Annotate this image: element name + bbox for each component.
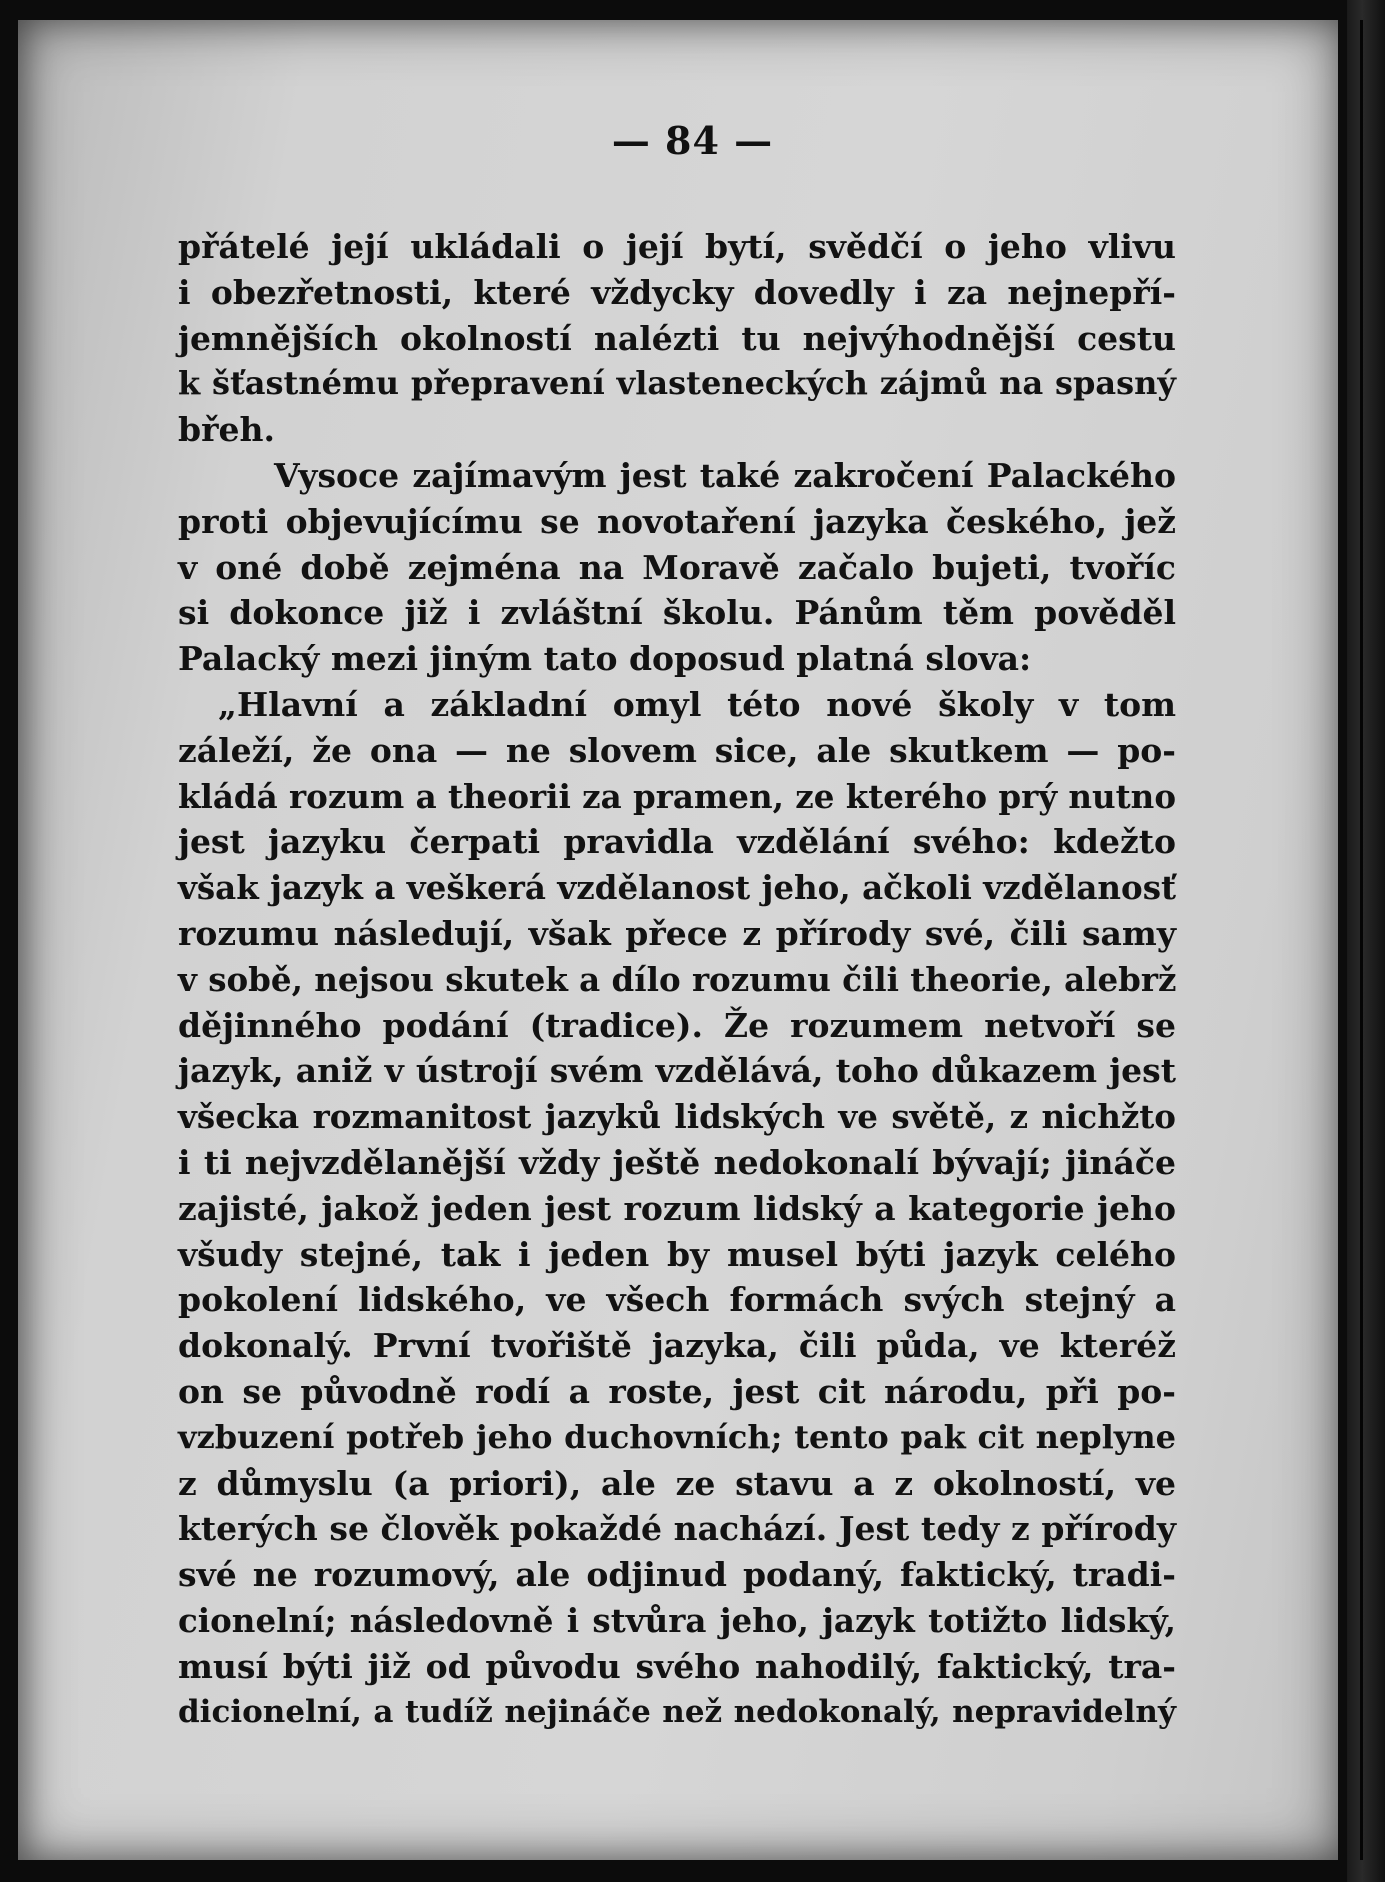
page-edge-shadow <box>1347 0 1385 1882</box>
page-number: — 84 — <box>611 118 774 163</box>
quote-line: dějinného podání (tradice). Že rozumem netvoří se <box>178 1005 1176 1045</box>
text-line: v oné době zejména na Moravě začalo bujeti, tvoříc <box>178 547 1176 587</box>
text-line: přátelé její ukládali o její bytí, svědčí o jeho vlivu <box>178 227 1176 266</box>
quote-line: zajisté, jakož jeden jest rozum lidský a kategorie jeho <box>178 1188 1176 1228</box>
quote-line: musí býti již od původu svého nahodilý, faktický, tra- <box>178 1646 1176 1686</box>
text-line: si dokonce již i zvláštní školu. Pánům těm pověděl <box>178 593 1176 633</box>
quote-line: všudy stejné, tak i jeden by musel býti jazyk celého <box>178 1234 1176 1274</box>
quote-line: i ti nejvzdělanější vždy ještě nedokonalí bývají; jináče <box>178 1142 1176 1182</box>
quote-line: cionelní; následovně i stvůra jeho, jazyk totižto lidský, <box>178 1600 1176 1640</box>
quote-line: vzbuzení potřeb jeho duchovních; tento pak cit neplyne <box>178 1417 1176 1456</box>
quote-line: však jazyk a veškerá vzdělanost jeho, ačkoli vzdělanosť <box>178 868 1176 908</box>
quote-line: jazyk, aniž v ústrojí svém vzdělává, toho důkazem jest <box>178 1051 1176 1091</box>
quote-line: v sobě, nejsou skutek a dílo rozumu čili theorie, alebrž <box>178 959 1177 999</box>
quote-line: „Hlavní a základní omyl této nové školy v tom <box>218 684 1176 724</box>
text-line: i obezřetnosti, které vždycky dovedly i za nejnepří- <box>178 272 1176 312</box>
text-line: Palacký mezi jiným tato doposud platná slova: <box>178 639 1032 679</box>
quote-line: kládá rozum a theorii za pramen, ze kterého prý nutno <box>178 776 1176 816</box>
quote-line: dokonalý. První tvořiště jazyka, čili půda, ve kteréž <box>178 1326 1176 1366</box>
quote-line: pokolení lidského, ve všech formách svých stejný a <box>178 1280 1176 1320</box>
quote-line: kterých se člověk pokaždé nachází. Jest tedy z přírody <box>178 1509 1176 1549</box>
quote-line: všecka rozmanitost jazyků lidských ve světě, z nichžto <box>178 1097 1176 1137</box>
quote-line: jest jazyku čerpati pravidla vzdělání svého: kdežto <box>178 822 1176 862</box>
page-edge-line <box>1360 20 1363 1860</box>
text-line: proti objevujícímu se novotaření jazyka českého, jež <box>178 501 1176 541</box>
quote-line: dicionelní, a tudíž nejináče než nedokonalý, nepravidelný <box>178 1693 1176 1730</box>
text-line: k šťastnému přepravení vlasteneckých zájmů na spasný <box>178 364 1176 403</box>
quote-line: své ne rozumový, ale odjinud podaný, faktický, tradi- <box>178 1555 1176 1595</box>
text-line: břeh. <box>178 410 275 450</box>
quote-line: rozumu následují, však přece z přírody své, čili samy <box>178 913 1176 953</box>
quote-line: on se původně rodí a roste, jest cit národu, při po- <box>178 1371 1176 1411</box>
quote-line: z důmyslu (a priori), ale ze stavu a z okolností, ve <box>178 1463 1176 1503</box>
body-text <box>178 224 1176 1735</box>
text-line: jemnějších okolností nalézti tu nejvýhodnější cestu <box>178 318 1176 358</box>
text-line: Vysoce zajímavým jest také zakročení Palackého <box>274 455 1176 495</box>
quote-line: záleží, že ona — ne slovem sice, ale skutkem — po- <box>178 730 1176 770</box>
